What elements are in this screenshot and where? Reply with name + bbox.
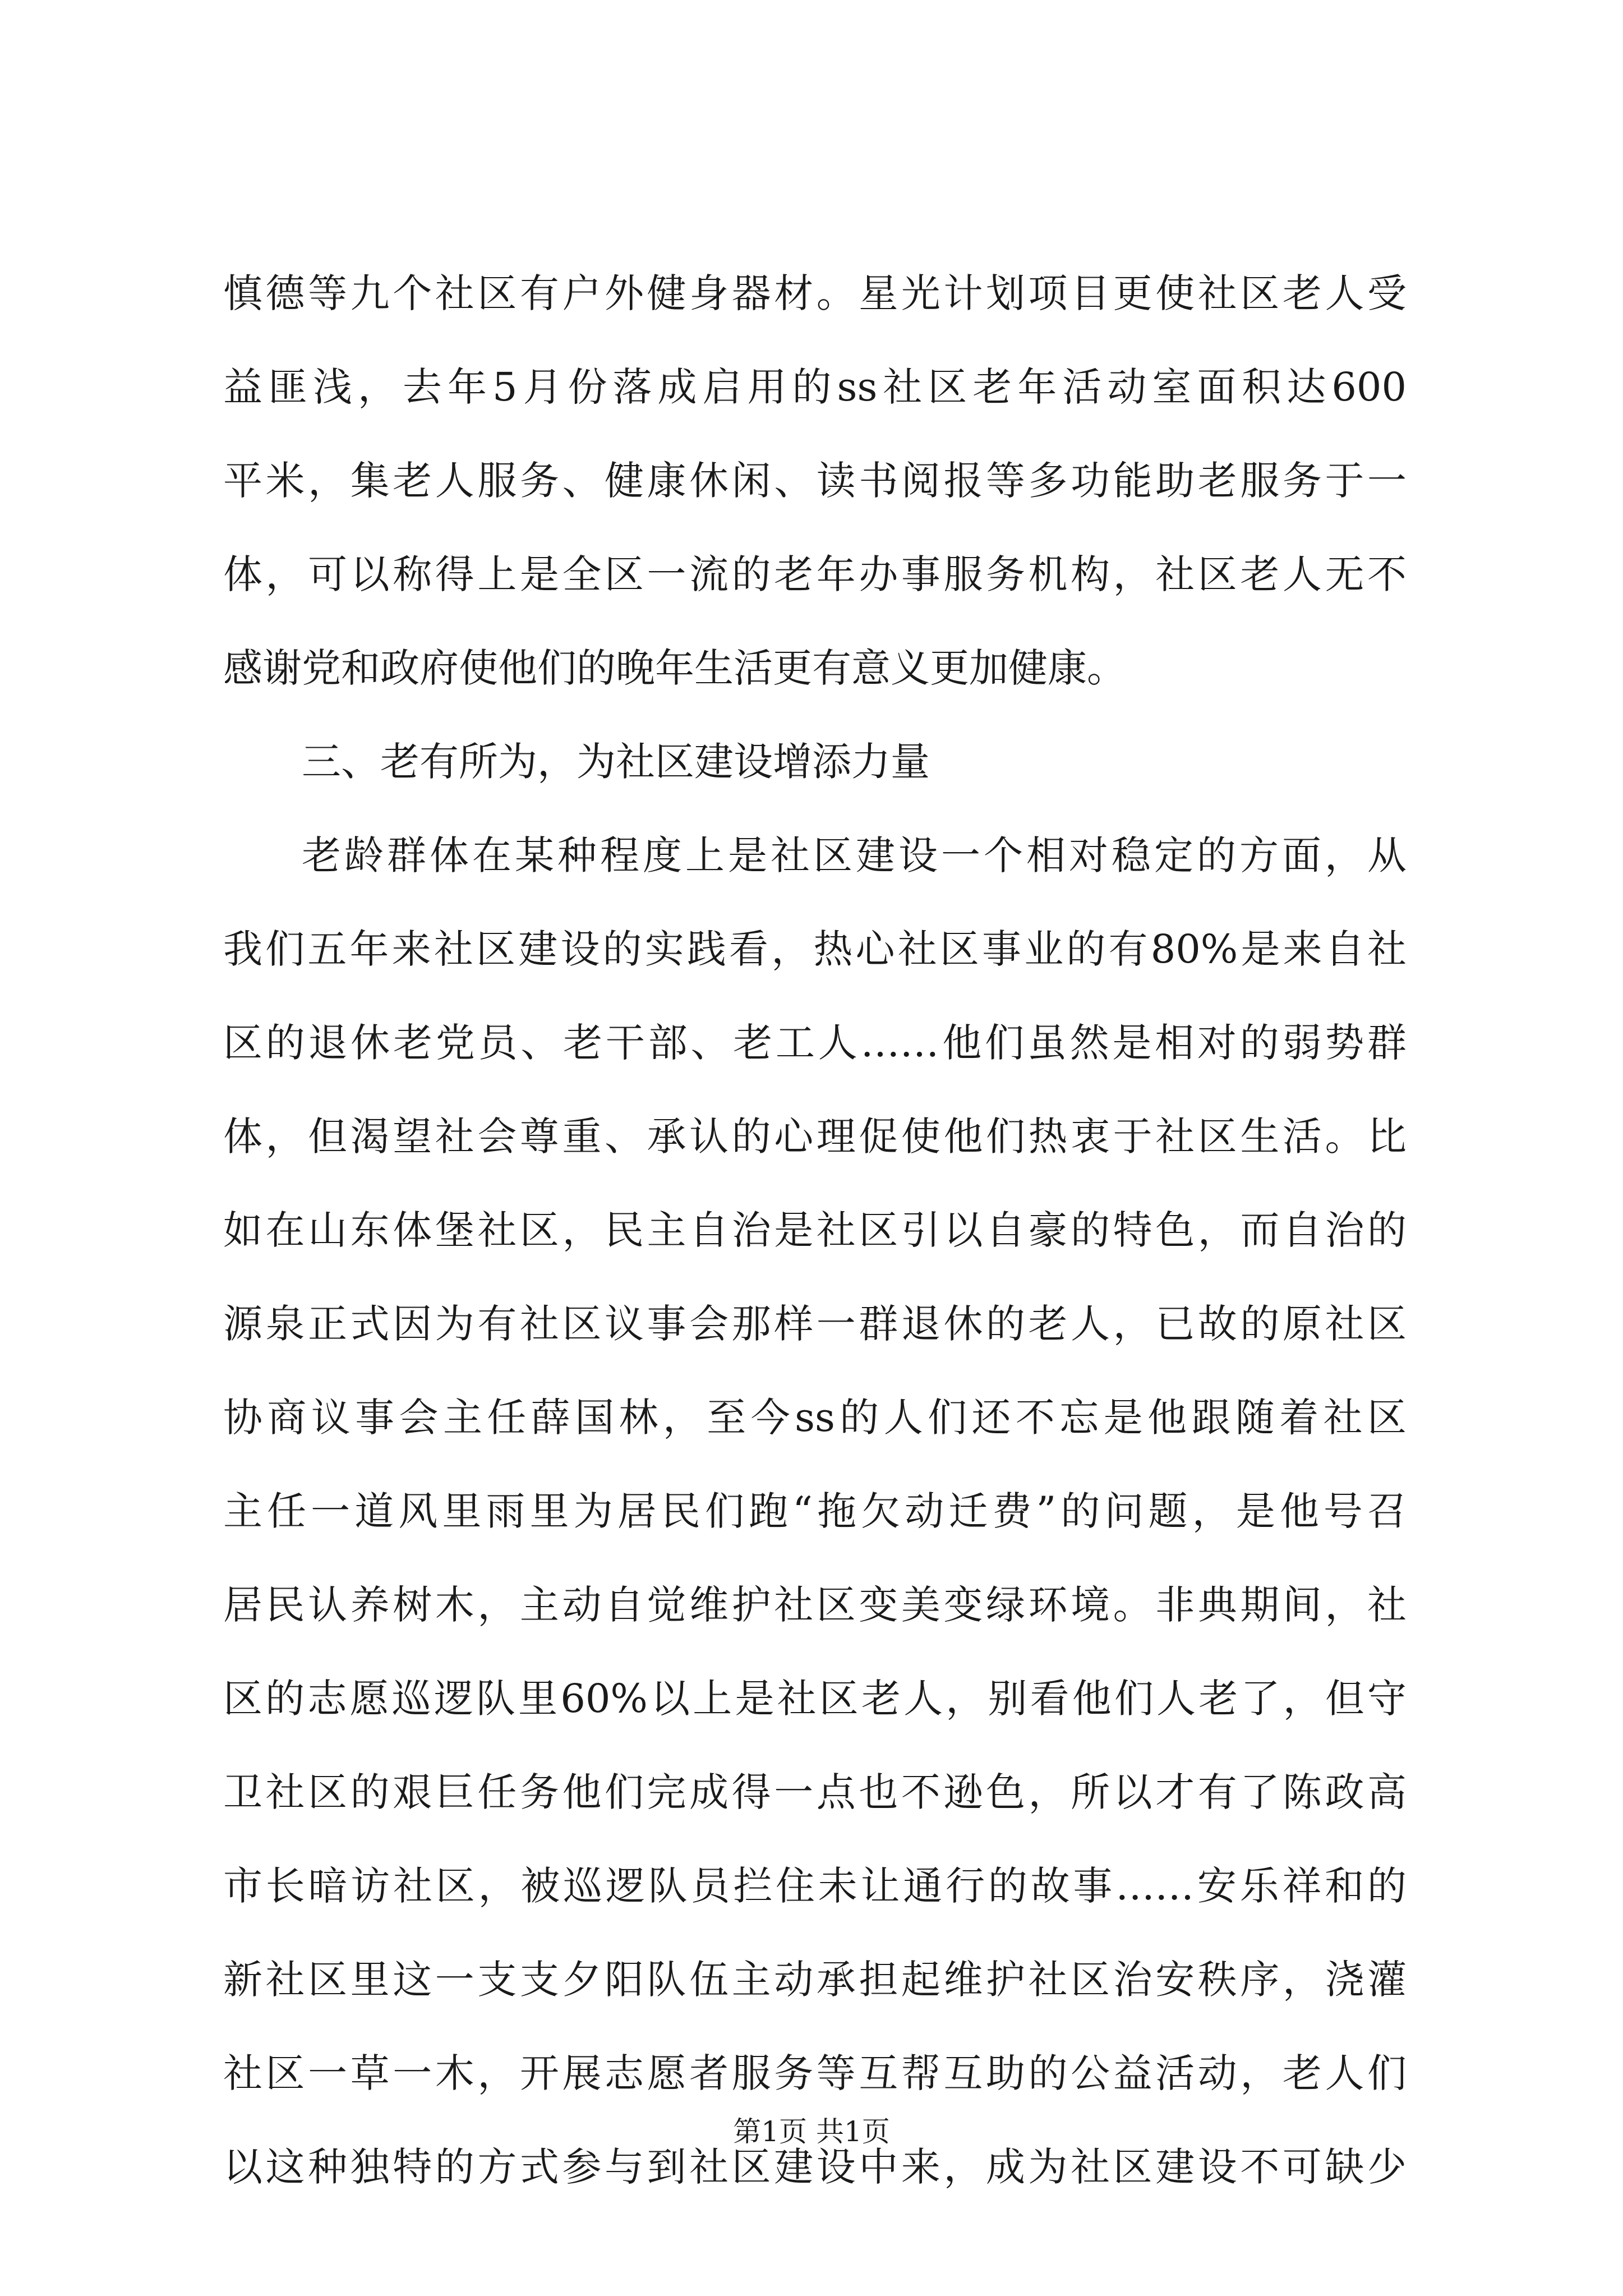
text-line: 慎德等九个社区有户外健身器材。星光计划项目更使社区老人受	[223, 270, 1407, 316]
section-heading: 三、老有所为，为社区建设增添力量	[302, 739, 930, 785]
text-line: 体，但渴望社会尊重、承认的心理促使他们热衷于社区生活。比	[223, 1114, 1407, 1159]
text-line: 区的志愿巡逻队里60%以上是社区老人，别看他们人老了，但守	[223, 1676, 1407, 1722]
text-line: 感谢党和政府使他们的晚年生活更有意义更加健康。	[223, 645, 1126, 691]
body-text	[223, 247, 1407, 2214]
text-line: 市长暗访社区，被巡逻队员拦住未让通行的故事……安乐祥和的	[223, 1863, 1407, 1909]
text-line: 源泉正式因为有社区议事会那样一群退休的老人，已故的原社区	[223, 1301, 1407, 1347]
page-footer: 第1页 共1页	[733, 2115, 890, 2148]
text-line: 益匪浅，去年5月份落成启用的ss社区老年活动室面积达600	[223, 364, 1407, 410]
text-line: 我们五年来社区建设的实践看，热心社区事业的有80%是来自社	[223, 926, 1407, 972]
text-line: 居民认养树木，主动自觉维护社区变美变绿环境。非典期间，社	[223, 1582, 1407, 1628]
text-line: 卫社区的艰巨任务他们完成得一点也不逊色，所以才有了陈政高	[223, 1769, 1407, 1815]
text-line: 社区一草一木，开展志愿者服务等互帮互助的公益活动，老人们	[223, 2050, 1407, 2096]
text-line: 区的退休老党员、老干部、老工人……他们虽然是相对的弱势群	[223, 1020, 1407, 1066]
text-line: 如在山东体堡社区，民主自治是社区引以自豪的特色，而自治的	[223, 1207, 1407, 1253]
text-line: 新社区里这一支支夕阳队伍主动承担起维护社区治安秩序，浇灌	[223, 1957, 1407, 2003]
text-line: 协商议事会主任薛国林，至今ss的人们还不忘是他跟随着社区	[223, 1395, 1407, 1441]
text-line: 以这种独特的方式参与到社区建设中来，成为社区建设不可缺少	[223, 2144, 1407, 2190]
text-line: 体，可以称得上是全区一流的老年办事服务机构，社区老人无不	[223, 551, 1407, 597]
text-line: 主任一道风里雨里为居民们跑“拖欠动迁费”的问题，是他号召	[223, 1488, 1407, 1534]
text-line: 老龄群体在某种程度上是社区建设一个相对稳定的方面，从	[302, 832, 1407, 878]
text-line: 平米，集老人服务、健康休闲、读书阅报等多功能助老服务于一	[223, 458, 1407, 504]
